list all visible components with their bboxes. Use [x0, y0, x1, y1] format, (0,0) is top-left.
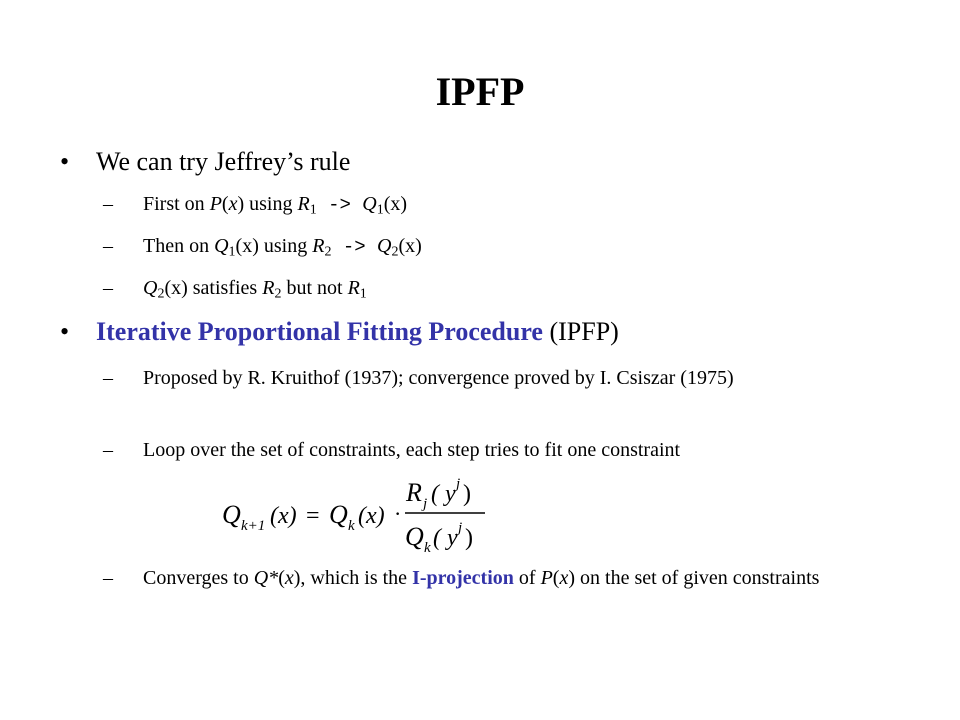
highlight-term: I-projection: [412, 567, 514, 589]
formula-q-rhs: Q: [329, 500, 348, 529]
formula-equals: =: [306, 503, 320, 529]
highlight-term: Iterative Proportional Fitting Procedure: [96, 317, 543, 346]
dash: –: [103, 277, 113, 299]
formula-sub-j: j: [423, 496, 428, 512]
bullet-text: Iterative Proportional Fitting Procedure (IPFP): [96, 317, 619, 346]
sub-item-text: Converges to Q*(x), which is the I-projection of P(x) on the set of given constraints: [143, 567, 820, 589]
dash: –: [103, 193, 113, 215]
formula-arg-x: (x): [358, 503, 385, 529]
formula-sub-k: k: [424, 540, 431, 555]
bullet-dot: •: [60, 317, 70, 346]
dash: –: [103, 567, 113, 589]
formula-arg-x: (x): [270, 503, 297, 529]
formula-sup-j: j: [458, 520, 463, 536]
bullet-text: We can try Jeffrey’s rule: [96, 147, 351, 176]
formula-close-paren: ): [465, 525, 473, 551]
sub-item-text: First on P(x) using $R_1 -> Q_1(x)$: [143, 193, 408, 218]
slide-title: IPFP: [435, 69, 525, 114]
sub-item-text: Proposed by R. Kruithof (1937); convergence proved by I. Csiszar (1975): [143, 367, 734, 389]
ipfp-update-formula: [222, 475, 492, 555]
sub-item-text: Then on $Q_1(x)$ using $R_2 -> Q_2(x)$: [143, 235, 422, 260]
dash: –: [103, 439, 113, 461]
formula-arg-y: ( y: [433, 525, 458, 551]
formula-sub-k1: k+1: [241, 518, 266, 534]
formula-arg-y: ( y: [431, 481, 456, 507]
dash: –: [103, 367, 113, 389]
bullet-dot: •: [60, 147, 70, 176]
formula-q-lhs: Q: [222, 500, 241, 529]
formula-r-numerator: R: [406, 478, 422, 507]
formula-close-paren: ): [463, 481, 471, 507]
formula-sup-j: j: [456, 476, 461, 492]
formula-q-denominator: Q: [405, 522, 424, 551]
formula-dot: ·: [394, 501, 402, 526]
formula-sub-k: k: [348, 518, 355, 534]
sub-item-text: Loop over the set of constraints, each step tries to fit one constraint: [143, 439, 681, 461]
dash: –: [103, 235, 113, 257]
sub-item-text: $Q_2(x)$ satisfies $R_2$ but not $R_1$: [143, 277, 367, 302]
